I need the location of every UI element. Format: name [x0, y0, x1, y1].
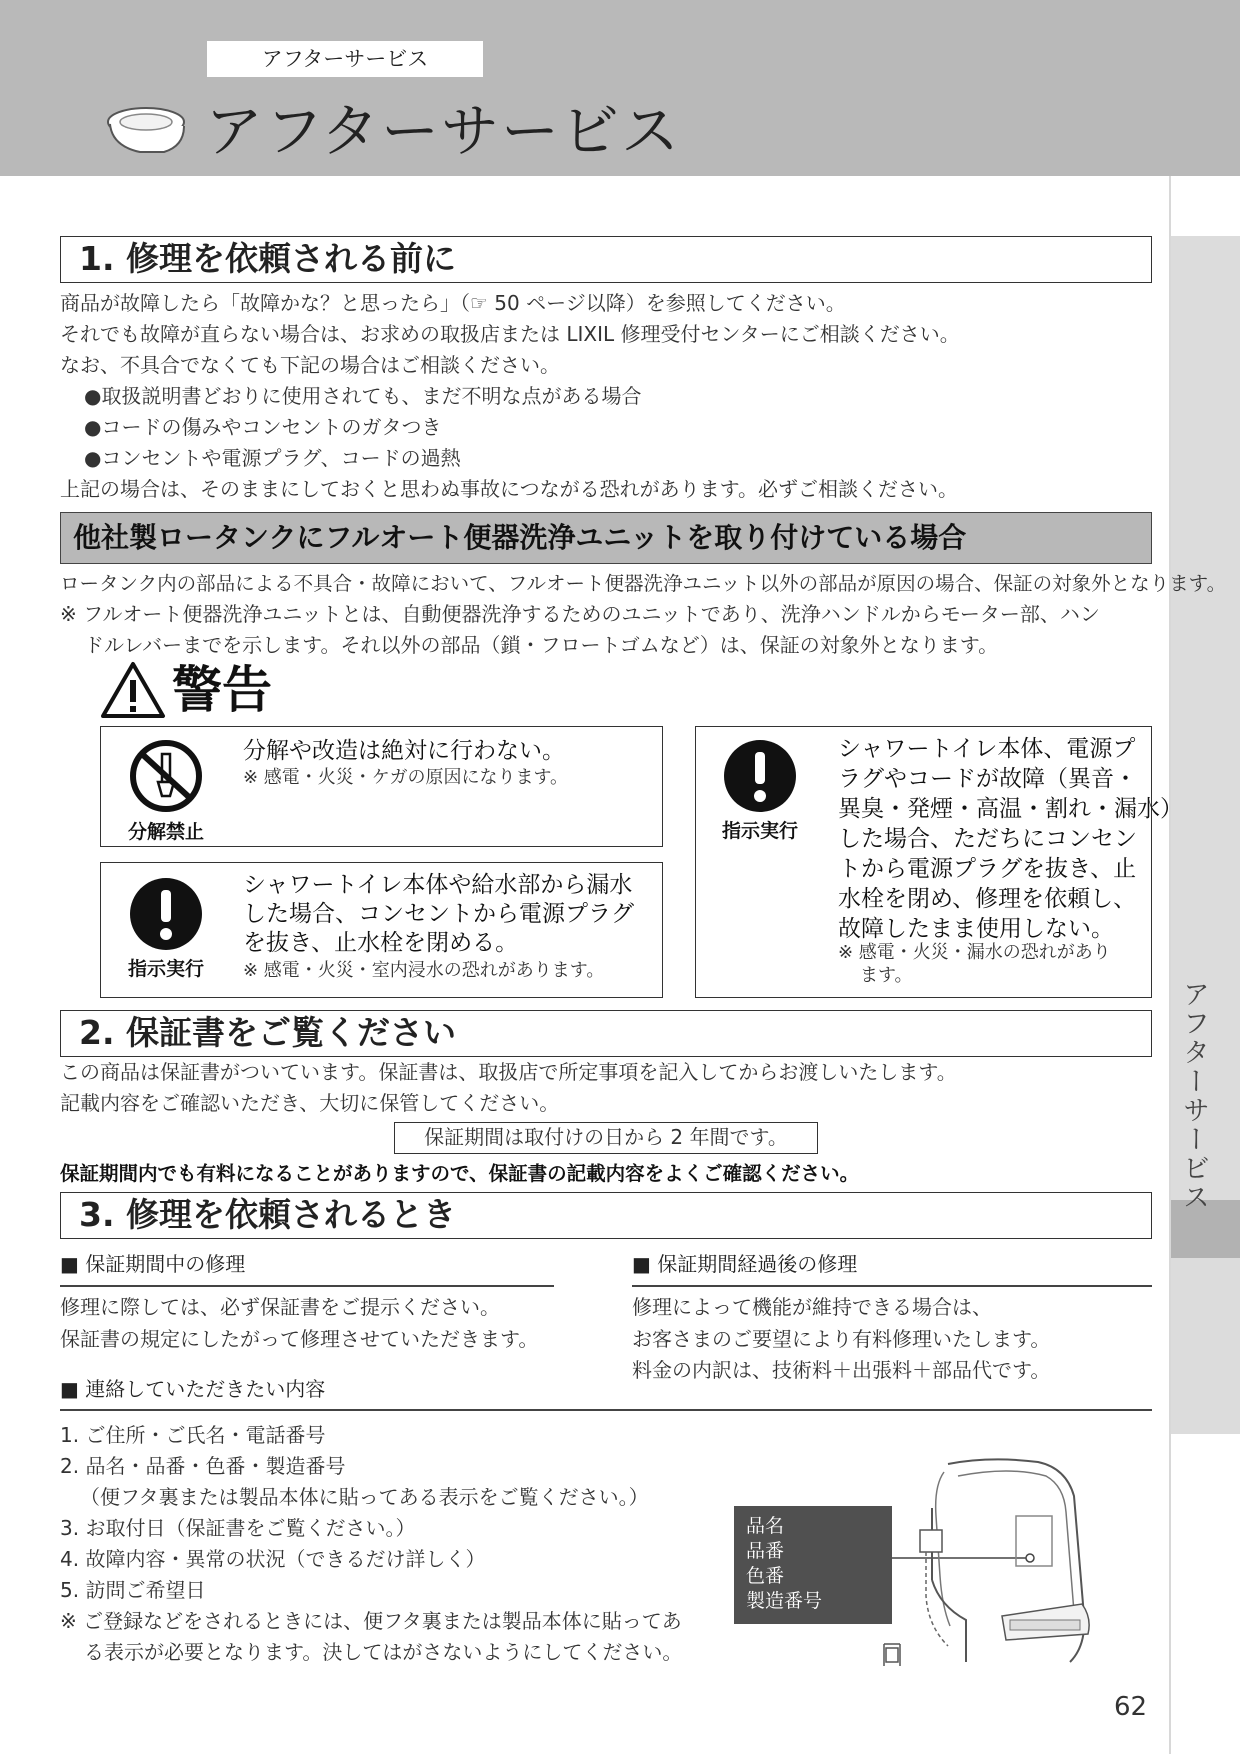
other-tank-line: ロータンク内の部品による不具合・故障において、フルオート便器洗浄ユニット以外の部品が原因の場合、保証の対象外となります。: [60, 572, 1227, 595]
page-title: アフターサービス: [205, 97, 681, 165]
section1-closing: 上記の場合は、そのままにしておくと思わぬ事故につながる恐れがあります。必ずご相談ください。: [60, 477, 958, 501]
warning-box3-main-6: 水栓を閉め、修理を依頼し、: [838, 886, 1137, 912]
label-tag-name: 品名: [746, 1515, 785, 1537]
warning-box3-main-2: ラグやコードが故障（異音・: [838, 766, 1137, 792]
no-disassembly-label: 分解禁止: [127, 821, 204, 843]
warning-box3-main-5: トから電源プラグを抜き、止: [838, 856, 1137, 882]
mandatory-action-icon: [128, 876, 204, 952]
warning-box3-main-7: 故障したまま使用しない。: [838, 916, 1114, 942]
warranty-period-box: 保証期間は取付けの日から 2 年間です。: [394, 1122, 818, 1154]
post-warranty-line-2: お客さまのご要望により有料修理いたします。: [632, 1327, 1051, 1351]
label-tag-color: 色番: [746, 1565, 785, 1587]
side-index-label: アフターサービス: [1178, 980, 1209, 1212]
section3-heading: 3. 修理を依頼されるとき: [60, 1192, 1152, 1239]
other-tank-note-1: ※ フルオート便器洗浄ユニットとは、自動便器洗浄するためのユニットであり、洗浄ハンドルからモーター部、ハン: [60, 602, 1100, 626]
contact-item-1: 1. ご住所・ご氏名・電話番号: [60, 1423, 326, 1447]
label-tag-number: 品番: [746, 1540, 785, 1562]
post-warranty-line-1: 修理によって機能が維持できる場合は、: [632, 1295, 992, 1319]
warning-title: 警告: [172, 661, 272, 719]
contact-item-2: 2. 品名・品番・色番・製造番号: [60, 1454, 346, 1478]
page-number: 62: [1114, 1692, 1148, 1722]
section2-line-1: この商品は保証書がついています。保証書は、取扱店で所定事項を記入してからお渡しいたします。: [60, 1060, 957, 1084]
warning-box3-main-1: シャワートイレ本体、電源プ: [838, 736, 1136, 762]
other-tank-note-2: ドルレバーまでを示します。それ以外の部品（鎖・フロートゴムなど）は、保証の対象外となります。: [84, 633, 999, 657]
warning-box2-main-3: を抜き、止水栓を閉める。: [243, 930, 519, 956]
contact-info-heading: ■ 連絡していただきたい内容: [60, 1377, 326, 1401]
warning-triangle-icon: [100, 660, 166, 720]
in-warranty-heading: ■ 保証期間中の修理: [60, 1252, 246, 1276]
section2-heading: 2. 保証書をご覧ください: [60, 1010, 1152, 1057]
warning-box2-main-2: した場合、コンセントから電源プラグ: [243, 901, 634, 927]
other-tank-heading: 他社製ロータンクにフルオート便器洗浄ユニットを取り付けている場合: [60, 512, 1152, 564]
post-warranty-line-3: 料金の内訳は、技術料＋出張料＋部品代です。: [632, 1358, 1051, 1382]
warning-box3-note-1: ※ 感電・火災・漏水の恐れがあり: [838, 942, 1111, 963]
in-warranty-line-1: 修理に際しては、必ず保証書をご提示ください。: [60, 1295, 500, 1319]
mandatory-action-label: 指示実行: [721, 820, 798, 842]
warning-box2-note: ※ 感電・火災・室内浸水の恐れがあります。: [243, 960, 605, 981]
product-label-tag: [734, 1506, 892, 1624]
warning-box3-main-4: した場合、ただちにコンセン: [838, 826, 1137, 852]
warning-box1-main: 分解や改造は絶対に行わない。: [243, 738, 565, 764]
warning-box2-main-1: シャワートイレ本体や給水部から漏水: [243, 872, 633, 898]
post-warranty-heading: ■ 保証期間経過後の修理: [632, 1252, 858, 1276]
section1-heading: 1. 修理を依頼される前に: [60, 236, 1152, 283]
contact-item-2-note: （便フタ裏または製品本体に貼ってある表示をご覧ください。）: [80, 1485, 649, 1509]
warning-box3-main-3: 異臭・発煙・高温・割れ・漏水）: [838, 796, 1183, 822]
in-warranty-rule: [60, 1285, 554, 1287]
no-disassembly-icon: [128, 738, 204, 814]
section1-bullet-1: ●取扱説明書どおりに使用されても、まだ不明な点がある場合: [84, 384, 642, 408]
in-warranty-line-2: 保証書の規定にしたがって修理させていただきます。: [60, 1327, 539, 1351]
contact-note-2: る表示が必要となります。決してはがさないようにしてください。: [84, 1640, 683, 1664]
section1-bullet-2: ●コードの傷みやコンセントのガタつき: [84, 415, 442, 439]
toilet-seat-icon: [104, 100, 188, 160]
section2-bold-note: 保証期間内でも有料になることがありますので、保証書の記載内容をよくご確認ください。: [60, 1162, 860, 1185]
label-tag-serial: 製造番号: [746, 1590, 823, 1612]
post-warranty-rule: [632, 1285, 1152, 1287]
section2-line-2: 記載内容をご確認いただき、大切に保管してください。: [60, 1091, 560, 1115]
section1-line-2: それでも故障が直らない場合は、お求めの取扱店または LIXIL 修理受付センターにご相談ください。: [60, 322, 960, 346]
section1-line-3: なお、不具合でなくても下記の場合はご相談ください。: [60, 353, 560, 377]
header-category-tab: アフターサービス: [207, 41, 483, 77]
mandatory-action-label: 指示実行: [127, 958, 204, 980]
warning-box3-note-2: ます。: [860, 965, 913, 986]
warning-box1-note: ※ 感電・火災・ケガの原因になります。: [243, 767, 569, 788]
contact-item-5: 5. 訪問ご希望日: [60, 1578, 206, 1602]
contact-item-4: 4. 故障内容・異常の状況（できるだけ詳しく）: [60, 1547, 486, 1571]
mandatory-action-icon: [722, 738, 798, 814]
section1-line-1: 商品が故障したら「故障かな？と思ったら」（☞ 50 ページ以降）を参照してください。: [60, 291, 846, 315]
toilet-illustration: [870, 1456, 1160, 1668]
section1-bullet-3: ●コンセントや電源プラグ、コードの過熱: [84, 446, 461, 470]
contact-note-1: ※ ご登録などをされるときには、便フタ裏または製品本体に貼ってあ: [60, 1609, 682, 1633]
contact-info-rule: [60, 1409, 1152, 1411]
contact-item-3: 3. お取付日（保証書をご覧ください。）: [60, 1516, 416, 1540]
